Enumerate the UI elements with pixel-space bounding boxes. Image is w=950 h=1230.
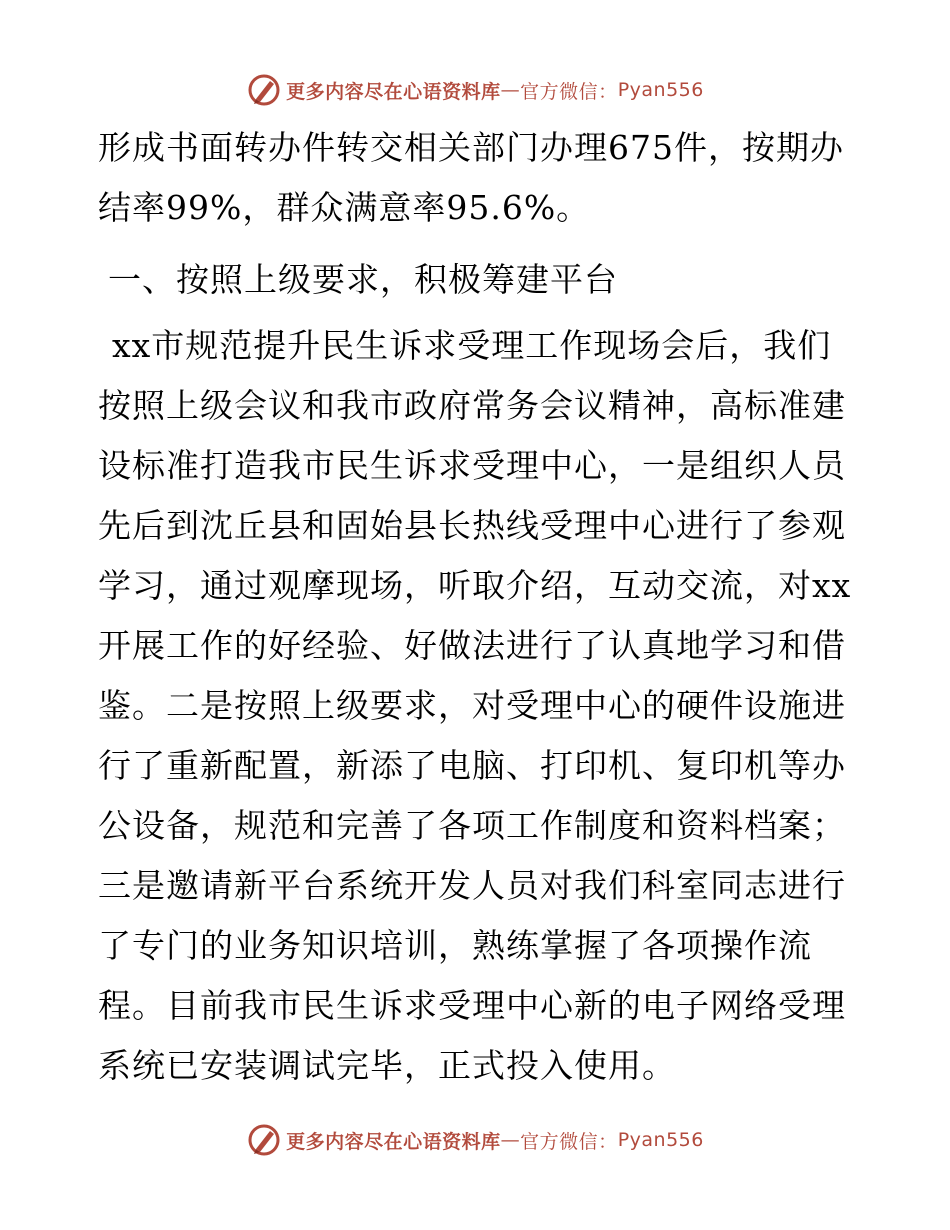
text-line: 了专门的业务知识培训，熟练掌握了各项操作流 [98, 926, 812, 965]
pen-logo-icon [246, 1122, 282, 1158]
watermark-contact-label: 官方微信： [520, 1130, 618, 1153]
text-line: 学习，通过观摩现场，听取介绍，互动交流，对xx [98, 566, 852, 605]
text-line: 形成书面转办件转交相关部门办理675件，按期办 [98, 128, 844, 167]
watermark-contact-label: 官方微信： [520, 80, 618, 103]
watermark-dash: — [500, 1129, 521, 1151]
watermark-brand-text: 更多内容尽在心语资料库 [286, 1130, 501, 1153]
text-line: 公设备，规范和完善了各项工作制度和资料档案； [98, 806, 846, 845]
watermark-contact-id: Pyan556 [617, 1129, 704, 1151]
body-paragraph [98, 316, 858, 1096]
watermark-dash: — [500, 79, 521, 101]
text-line: 三是邀请新平台系统开发人员对我们科室同志进行 [98, 866, 846, 905]
text-line: 系统已安装调试完毕，正式投入使用。 [98, 1046, 676, 1085]
watermark-brand-text: 更多内容尽在心语资料库 [286, 80, 501, 103]
section-heading [98, 250, 858, 310]
text-line: xx市规范提升民生诉求受理工作现场会后，我们 [112, 326, 832, 365]
text-line: 鉴。二是按照上级要求，对受理中心的硬件设施进 [98, 686, 846, 725]
text-line: 结率99%，群众满意率95.6%。 [98, 188, 591, 227]
footer-watermark [0, 1120, 950, 1160]
header-watermark [0, 70, 950, 110]
text-line: 设标准打造我市民生诉求受理中心，一是组织人员 [98, 446, 846, 485]
pen-logo-icon [246, 72, 282, 108]
watermark-contact-id: Pyan556 [617, 79, 704, 101]
text-line: 先后到沈丘县和固始县长热线受理中心进行了参观 [98, 506, 846, 545]
text-line: 按照上级会议和我市政府常务会议精神，高标准建 [98, 386, 846, 425]
section-heading-text: 一、按照上级要求，积极筹建平台 [108, 260, 618, 299]
intro-paragraph [98, 118, 858, 238]
document-body [98, 118, 858, 1096]
text-line: 程。目前我市民生诉求受理中心新的电子网络受理 [98, 986, 846, 1025]
text-line: 开展工作的好经验、好做法进行了认真地学习和借 [98, 626, 846, 665]
text-line: 行了重新配置，新添了电脑、打印机、复印机等办 [98, 746, 846, 785]
